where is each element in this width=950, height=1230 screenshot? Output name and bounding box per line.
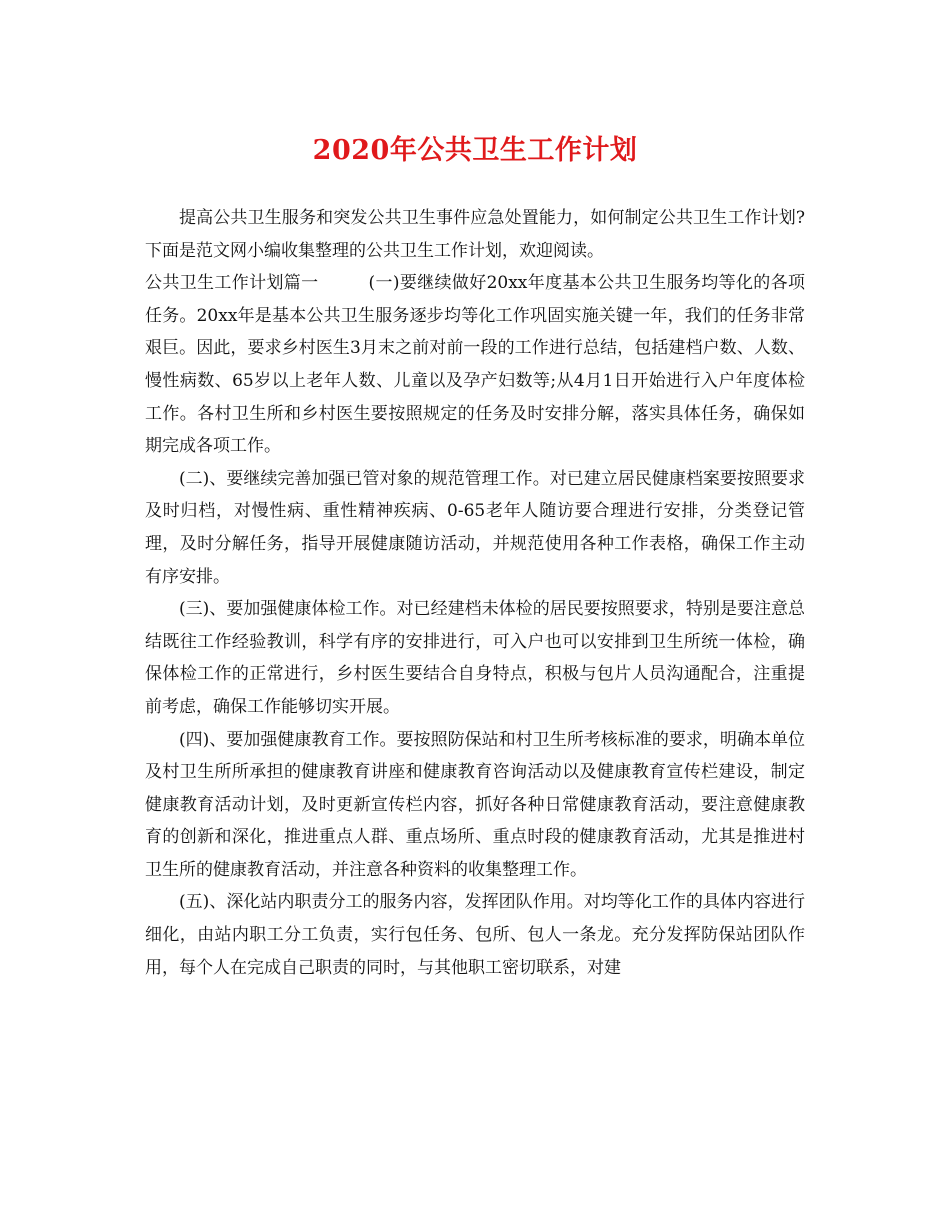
document-body	[145, 202, 805, 984]
item-2-paragraph: (二)、要继续完善加强已管对象的规范管理工作。对已建立居民健康档案要按照要求及时归档，对慢性病、重性精神疾病、0-65老年人随访要合理进行安排，分类登记管理，及时分解任务，指导开展健康随访活动，并规范使用各种工作表格，确保工作主动有序安排。	[145, 468, 805, 587]
item-4-paragraph: (四)、要加强健康教育工作。要按照防保站和村卫生所考核标准的要求，明确本单位及村卫生所所承担的健康教育讲座和健康教育咨询活动以及健康教育宣传栏建设，制定健康教育活动计划，及时更新宣传栏内容，抓好各种日常健康教育活动，要注意健康教育的创新和深化，推进重点人群、重点场所、重点时段的健康教育活动，尤其是推进村卫生所的健康教育活动，并注意各种资料的收集整理工作。	[145, 729, 805, 880]
document-title: 2020年公共卫生工作计划	[312, 135, 638, 166]
item-3-paragraph: (三)、要加强健康体检工作。对已经建档未体检的居民要按照要求，特别是要注意总结既往工作经验教训，科学有序的安排进行，可入户也可以安排到卫生所统一体检，确保体检工作的正常进行，乡村医生要结合自身特点，积极与包片人员沟通配合，注重提前考虑，确保工作能够切实开展。	[145, 599, 805, 717]
item-5-paragraph: (五)、深化站内职责分工的服务内容，发挥团队作用。对均等化工作的具体内容进行细化，由站内职工分工负责，实行包任务、包所、包人一条龙。充分发挥防保站团队作用，每个人在完成自己职责的同时，与其他职工密切联系，对建	[145, 892, 805, 978]
section-paragraph	[145, 267, 805, 463]
section-heading: 公共卫生工作计划篇一	[145, 273, 319, 294]
intro-paragraph: 提高公共卫生服务和突发公共卫生事件应急处置能力，如何制定公共卫生工作计划?下面是范文网小编收集整理的公共卫生工作计划，欢迎阅读。	[145, 208, 805, 261]
item-1-text: (一)要继续做好20xx年度基本公共卫生服务均等化的各项任务。20xx年是基本公共卫生服务逐步均等化工作巩固实施关键一年，我们的任务非常艰巨。因此，要求乡村医生3月末之前对前一段的工作进行总结，包括建档户数、人数、慢性病数、65岁以上老年人数、儿童以及孕产妇数等;从4月1日开始进行入户年度体检工作。各村卫生所和乡村医生要按照规定的任务及时安排分解，落实具体任务，确保如期完成各项工作。	[145, 273, 806, 457]
